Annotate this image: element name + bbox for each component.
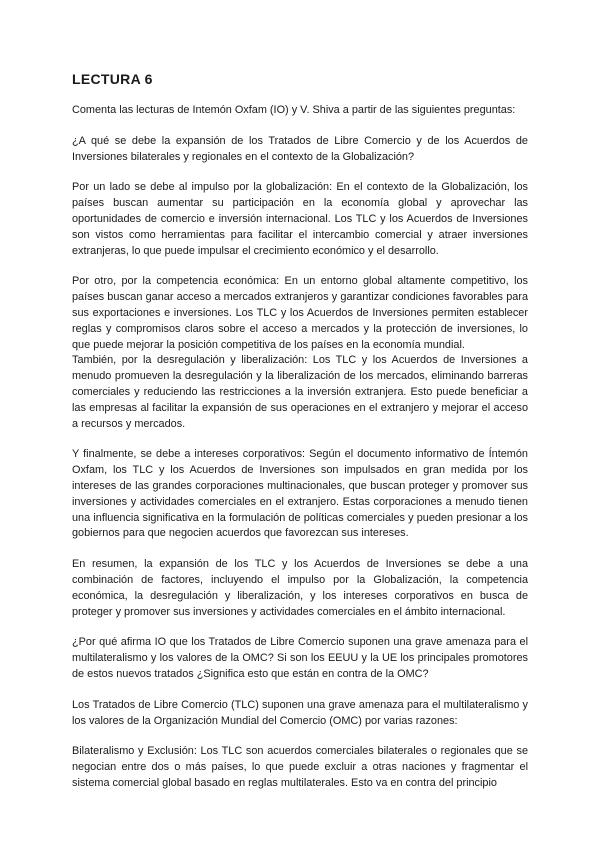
paragraph-corporate-interests: Y finalmente, se debe a intereses corporativos: Según el documento informativo de Íntemón Oxfam, los TLC y los Acuerdos de Inversiones son impulsados en gran medida por los intereses de las grandes corporaciones multinacionales, que buscan proteger y promover sus inversiones y actividades comerciales en el extranjero. Estas corporaciones a menudo tienen una influencia significativa en la formulación de políticas comerciales y pueden presionar a los gobiernos para que negocien acuerdos que favorezcan sus intereses. <box>72 448 528 540</box>
paragraph-intro: Comenta las lecturas de Intemón Oxfam (IO) y V. Shiva a partir de las siguientes preguntas: <box>72 104 516 116</box>
document-title: LECTURA 6 <box>72 71 153 87</box>
paragraph-question-2: ¿Por qué afirma IO que los Tratados de Libre Comercio suponen una grave amenaza para el multilateralismo y los valores de la OMC? Si son los EEUU y la UE los principales promotores de estos nuevos tratados ¿Significa esto que están en contra de la OMC? <box>72 636 528 680</box>
paragraph-bilateralism: Bilateralismo y Exclusión: Los TLC son acuerdos comerciales bilaterales o regionales que se negocian entre dos o más países, lo que puede excluir a otras naciones y fragmentar el sistema comercial global basado en reglas multilaterales. Esto va en contra del principio <box>72 745 528 789</box>
paragraph-answer-intro: Los Tratados de Libre Comercio (TLC) suponen una grave amenaza para el multilateralismo y los valores de la Organización Mundial del Comercio (OMC) por varias razones: <box>72 698 528 727</box>
paragraph-question-1: ¿A qué se debe la expansión de los Tratados de Libre Comercio y de los Acuerdos de Inversiones bilaterales y regionales en el contexto de la Globalización? <box>72 134 528 163</box>
paragraph-deregulation: También, por la desregulación y liberalización: Los TLC y los Acuerdos de Inversiones a menudo promueven la desregulación y la liberalización de los mercados, eliminando barreras comerciales y reduciendo las restricciones a la inversión extranjera. Esto puede beneficiar a las empresas al facilitar la expansión de sus operaciones en el extranjero y mejorar el acceso a recursos y mercados. <box>72 354 528 430</box>
paragraph-summary: En resumen, la expansión de los TLC y los Acuerdos de Inversiones se debe a una combinación de factores, incluyendo el impulso por la Globalización, la competencia económica, la desregulación y liberalización, y los intereses corporativos en busca de proteger y promover sus inversiones y actividades comerciales en el ámbito internacional. <box>72 558 528 618</box>
paragraph-globalization: Por un lado se debe al impulso por la globalización: En el contexto de la Globalización, los países buscan aumentar su participación en la economía global y aprovechar las oportunidades de comercio e inversión internacional. Los TLC y los Acuerdos de Inversiones son vistos como herramientas para facilitar el intercambio comercial y atraer inversiones extranjeras, lo que puede impulsar el crecimiento económico y el desarrollo. <box>72 181 528 257</box>
paragraph-competition: Por otro, por la competencia económica: En un entorno global altamente competitivo, los países buscan ganar acceso a mercados extranjeros y garantizar condiciones favorables para sus exportaciones e inversiones. Los TLC y los Acuerdos de Inversiones permiten establecer reglas y compromisos claros sobre el acceso a mercados y la protección de inversiones, lo que puede mejorar la posición competitiva de los países en la economía mundial. <box>72 275 528 351</box>
